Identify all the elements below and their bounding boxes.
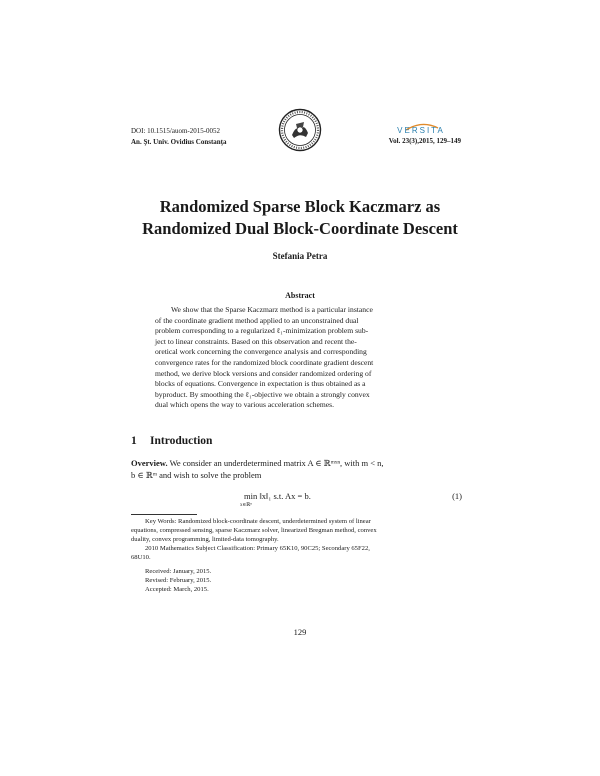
abstract-line: We show that the Sparse Kaczmarz method is a particular instance — [171, 305, 373, 314]
footnote-rule — [131, 514, 197, 515]
volume-info: Vol. 23(3),2015, 129–149 — [388, 137, 461, 145]
section-heading — [131, 435, 212, 447]
page-number: 129 — [293, 627, 307, 637]
footnote-accepted: Accepted: March, 2015. — [145, 586, 209, 593]
footnote-msc: 2010 Mathematics Subject Classification: Primary 65K10, 90C25; Secondary 65F22, 68U10. — [131, 545, 370, 562]
doi-text: DOI: 10.1515/auom-2015-0052 — [131, 127, 221, 135]
abstract-body — [155, 305, 445, 411]
publisher-logo: VERSITA — [397, 126, 445, 135]
equation-subscript: x∈ℝⁿ — [240, 503, 252, 508]
section-number: 1 — [131, 435, 137, 447]
abstract-line: of the coordinate gradient method applied to an unconstrained dual — [155, 315, 359, 325]
footnote-revised: Revised: February, 2015. — [145, 577, 212, 584]
equation-expression: min ‖x‖₁ s.t. Ax = b. — [244, 491, 311, 501]
abstract-line: oretical work concerning the convergence analysis and corresponding — [155, 347, 367, 357]
abstract-line: byproduct. By smoothing the ℓ₁-objective we obtain a strongly convex — [155, 389, 370, 399]
equation-tag: (1) — [452, 491, 462, 501]
equation-1 — [131, 489, 462, 511]
journal-name: An. Şt. Univ. Ovidius Constanţa — [131, 138, 227, 146]
abstract-line: problem corresponding to a regularized ℓ₁-minimization problem sub- — [155, 326, 369, 336]
abstract-line: ject to linear constraints. Based on this observation and recent the- — [155, 336, 357, 346]
overview-line-1: Overview. We consider an underdetermined matrix A ∈ ℝᵐˣⁿ, with m < n, — [131, 458, 384, 468]
author-name: Stefania Petra — [272, 251, 328, 261]
overview-line-2: b ∈ ℝᵐ and wish to solve the problem — [131, 469, 262, 480]
abstract-line: method, we derive block versions and consider randomized ordering of — [155, 368, 372, 378]
title-line-1: Randomized Sparse Block Kaczmarz as — [159, 197, 441, 216]
university-seal-icon — [278, 108, 322, 152]
section-title: Introduction — [150, 435, 213, 447]
abstract-line: convergence rates for the randomized block coordinate gradient descent — [155, 357, 374, 367]
abstract-heading: Abstract — [285, 291, 315, 300]
abstract-line: blocks of equations. Convergence in expectation is thus obtained as a — [155, 379, 366, 389]
footnote-received: Received: January, 2015. — [145, 568, 212, 575]
abstract-line: dual which opens the way to various acceleration schemes. — [155, 400, 335, 410]
paper-title — [60, 196, 540, 240]
footnote-keywords: Key Words: Randomized block-coordinate descent, underdetermined system of linear equations, compressed sensing, sparse Kaczmarz solver, linearized Bregman method, convex duality, convex programming, limited-data tomography. — [131, 518, 377, 544]
title-line-2: Randomized Dual Block-Coordinate Descent — [142, 219, 458, 238]
header-left — [131, 126, 227, 148]
overview-paragraph — [131, 458, 462, 481]
overview-lead: Overview. — [131, 458, 168, 468]
